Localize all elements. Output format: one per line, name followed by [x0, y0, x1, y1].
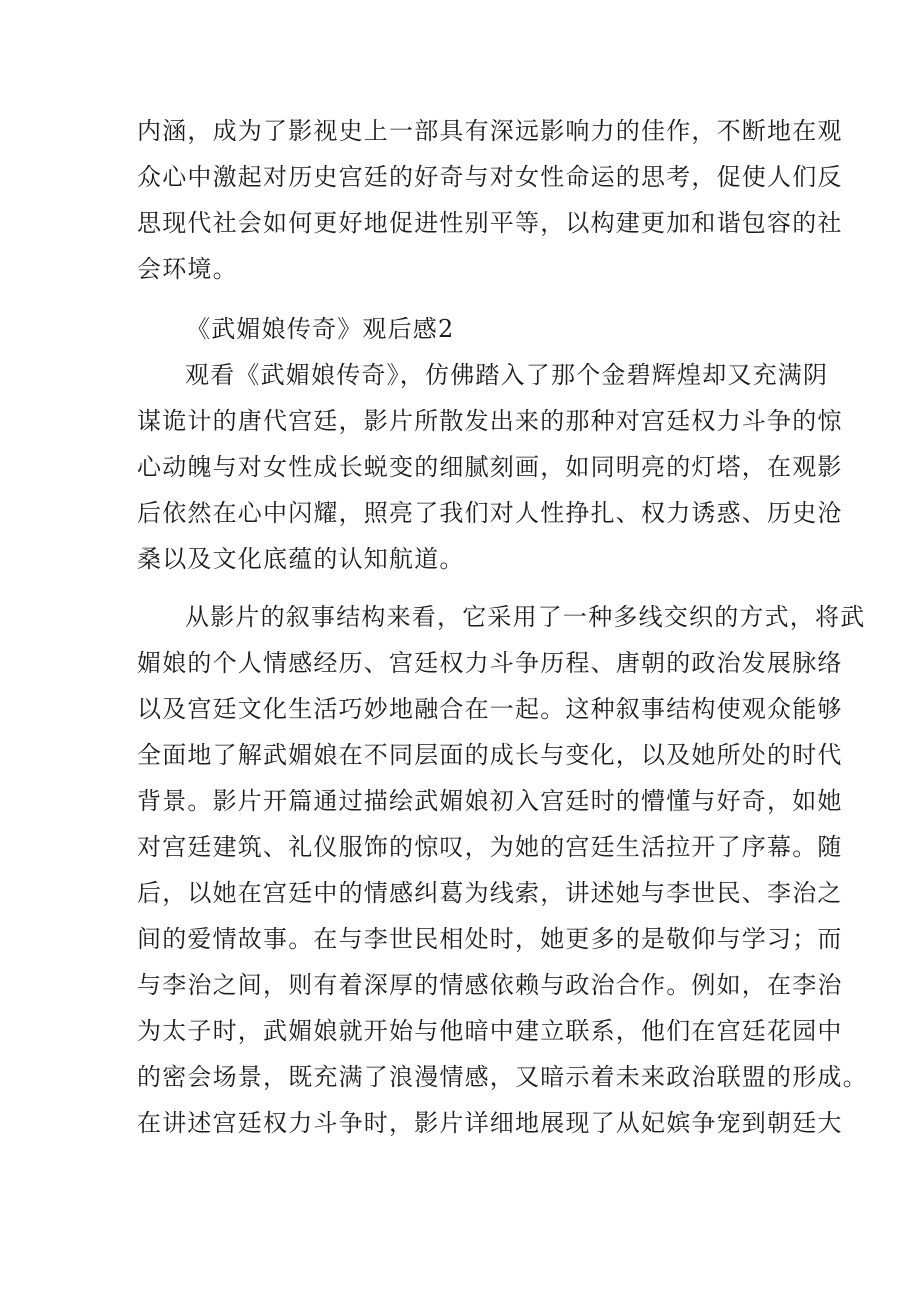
paragraph-line: 后，以她在宫廷中的情感纠葛为线索，讲述她与李世民、李治之	[137, 879, 843, 907]
paragraph-line: 间的爱情故事。在与李世民相处时，她更多的是敬仰与学习；而	[137, 925, 843, 953]
paragraph-line: 为太子时，武媚娘就开始与他暗中建立联系，他们在宫廷花园中	[137, 1017, 843, 1045]
paragraph-line: 桑以及文化底蕴的认知航道。	[137, 545, 465, 573]
paragraph-line: 思现代社会如何更好地促进性别平等，以构建更加和谐包容的社	[137, 209, 843, 237]
paragraph-line: 对宫廷建筑、礼仪服饰的惊叹，为她的宫廷生活拉开了序幕。随	[137, 833, 843, 861]
paragraph-1	[137, 108, 843, 292]
paragraph-2	[137, 352, 843, 582]
paragraph-line: 以及宫廷文化生活巧妙地融合在一起。这种叙事结构使观众能够	[137, 695, 843, 723]
paragraph-line: 内涵，成为了影视史上一部具有深远影响力的佳作，不断地在观	[137, 117, 843, 145]
paragraph-line: 在讲述宫廷权力斗争时，影片详细地展现了从妃嫔争宠到朝廷大	[137, 1109, 843, 1137]
paragraph-line: 众心中激起对历史宫廷的好奇与对女性命运的思考，促使人们反	[137, 163, 843, 191]
paragraph-line: 与李治之间，则有着深厚的情感依赖与政治合作。例如，在李治	[137, 971, 843, 999]
paragraph-line: 媚娘的个人情感经历、宫廷权力斗争历程、唐朝的政治发展脉络	[137, 649, 843, 677]
paragraph-line: 观看《武媚娘传奇》，仿佛踏入了那个金碧辉煌却又充满阴	[185, 361, 829, 389]
paragraph-line: 心动魄与对女性成长蜕变的细腻刻画，如同明亮的灯塔，在观影	[137, 453, 843, 481]
paragraph-line: 后依然在心中闪耀，照亮了我们对人性挣扎、权力诱惑、历史沧	[137, 499, 843, 527]
paragraph-line: 会环境。	[137, 255, 238, 283]
paragraph-line: 的密会场景，既充满了浪漫情感，又暗示着未来政治联盟的形成。	[137, 1063, 868, 1091]
paragraph-line: 谋诡计的唐代宫廷，影片所散发出来的那种对宫廷权力斗争的惊	[137, 407, 843, 435]
section-heading: 《武媚娘传奇》观后感2	[186, 315, 455, 343]
paragraph-line: 全面地了解武媚娘在不同层面的成长与变化，以及她所处的时代	[137, 741, 843, 769]
paragraph-3	[137, 594, 868, 1146]
paragraph-line: 背景。影片开篇通过描绘武媚娘初入宫廷时的懵懂与好奇，如她	[137, 787, 843, 815]
paragraph-line: 从影片的叙事结构来看，它采用了一种多线交织的方式，将武	[185, 603, 866, 631]
